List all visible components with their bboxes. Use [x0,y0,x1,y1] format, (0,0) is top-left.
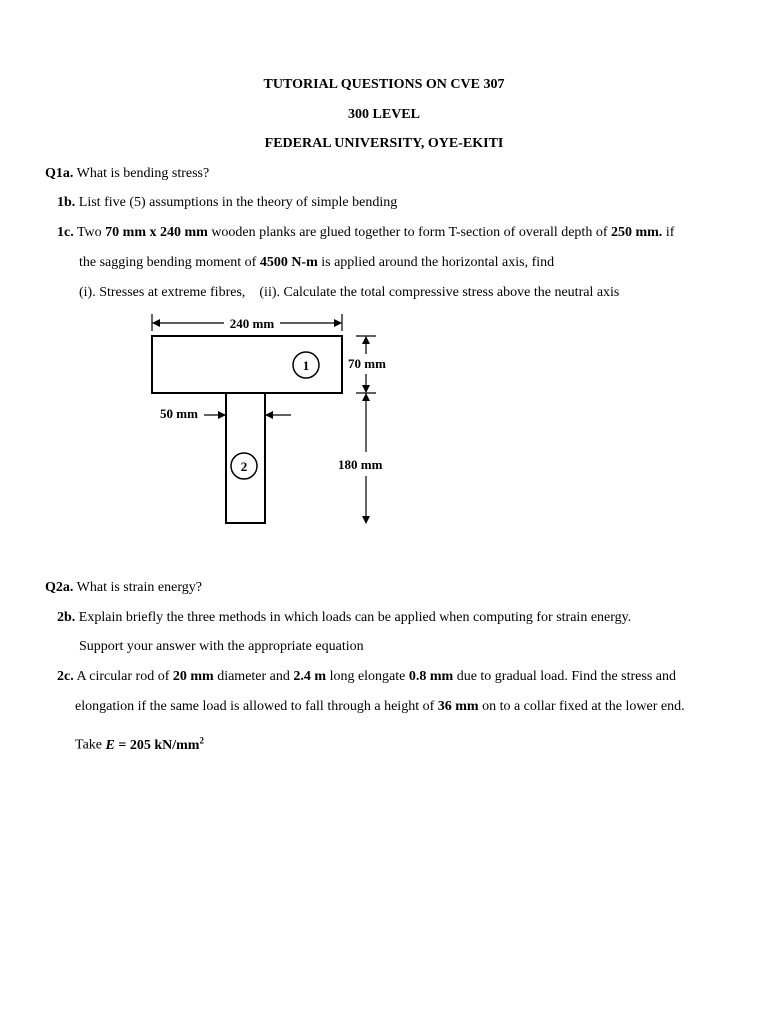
text-fragment: is applied around the horizontal axis, find [321,255,555,270]
text-fragment: if [665,225,675,240]
text-fragment: A circular rod of [76,669,170,684]
question-text: Explain briefly the three methods in which loads can be applied when computing for strain energy. [78,610,632,625]
question-label: Q1a. [45,166,74,181]
rod-diameter: 20 mm [172,669,214,684]
overall-depth: 250 mm. [610,225,663,240]
question-2c-line3 [75,731,204,755]
unit-exponent: 2 [199,735,204,745]
text-fragment: due to gradual load. Find the stress and [456,669,676,684]
question-text: What is bending stress? [76,166,210,181]
doc-level: 300 LEVEL [348,107,420,122]
question-1c-line3: (i). Stresses at extreme fibres, (ii). Calculate the total compressive stress above the neutral axis [79,285,620,300]
text-fragment: Two [76,225,102,240]
question-2a [45,579,202,597]
plank-dimensions: 70 mm x 240 mm [105,225,208,240]
flange-depth-label: 70 mm [348,356,386,371]
part-2-label: 2 [240,459,248,474]
web-width-label: 50 mm [160,406,198,421]
modulus-symbol: E [105,737,115,753]
web-rect [226,393,265,523]
rod-elongation: 0.8 mm [408,669,454,684]
question-text: List five (5) assumptions in the theory of simple bending [78,195,398,210]
text-fragment: wooden planks are glued together to form T-section of overall depth of [211,225,608,240]
question-label: 2c. [57,669,74,684]
text-fragment: the sagging bending moment of [79,255,257,270]
text-fragment: diameter and [217,669,290,684]
rod-length: 2.4 m [293,669,327,684]
modulus-number: = 205 kN/mm [114,737,200,753]
width-label: 240 mm [229,316,275,331]
question-2c [57,668,676,686]
web-depth-label: 180 mm [338,457,383,472]
bending-moment: 4500 N-m [259,255,318,270]
question-label: 1b. [57,195,76,210]
part-1-label: 1 [302,358,310,373]
text-fragment: on to a collar fixed at the lower end. [482,699,685,714]
question-text: What is strain energy? [76,580,202,595]
question-2c-line2 [75,698,685,716]
doc-university: FEDERAL UNIVERSITY, OYE-EKITI [264,136,504,151]
question-label: 1c. [57,225,74,240]
text-fragment: long elongate [329,669,406,684]
text-fragment: elongation if the same load is allowed to fall through a height of [75,699,435,714]
modulus-value [105,735,204,753]
question-2b-line2: Support your answer with the appropriate equation [79,639,364,654]
question-label: 2b. [57,610,76,625]
text-fragment: Take [75,737,103,753]
question-label: Q2a. [45,580,74,595]
doc-title: TUTORIAL QUESTIONS ON CVE 307 [263,77,505,92]
flange-rect [152,336,342,393]
question-2b [57,609,631,627]
drop-height: 36 mm [437,699,479,714]
